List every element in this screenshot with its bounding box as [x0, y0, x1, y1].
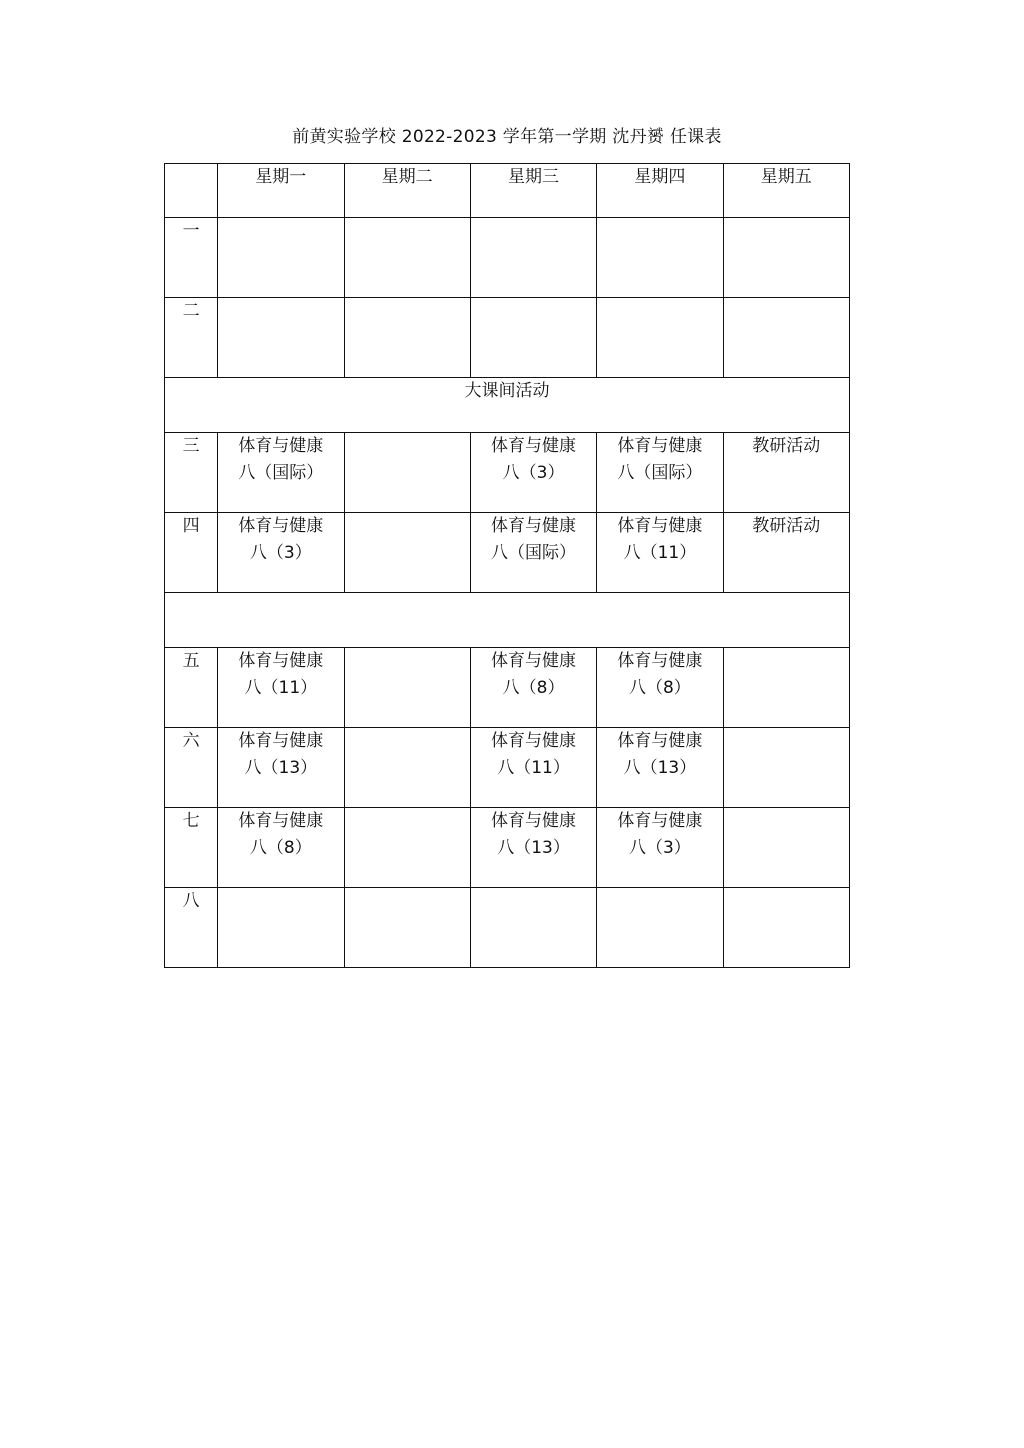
class-cell — [597, 433, 723, 513]
class-cell — [344, 808, 470, 888]
class-cell — [470, 648, 596, 728]
class-cell — [218, 513, 344, 593]
class-group-text: 八（国际） — [491, 543, 577, 563]
period-row — [165, 433, 850, 513]
class-cell — [218, 433, 344, 513]
period-row — [165, 808, 850, 888]
class-cell — [470, 728, 596, 808]
class-cell — [344, 888, 470, 968]
page-title: 前黄实验学校 2022-2023 学年第一学期 沈丹赟 任课表 — [292, 127, 722, 147]
class-cell — [597, 648, 723, 728]
class-cell — [218, 808, 344, 888]
schedule-table — [164, 163, 850, 968]
class-cell — [218, 888, 344, 968]
class-cell — [344, 513, 470, 593]
class-cell — [723, 218, 849, 298]
class-cell — [344, 648, 470, 728]
class-group-text: 八（3） — [502, 463, 565, 483]
class-group-text: 八（8） — [249, 838, 312, 858]
subject-text: 体育与健康 — [491, 436, 577, 456]
subject-text: 体育与健康 — [238, 436, 324, 456]
header-day-cell: 星期四 — [597, 164, 723, 218]
class-cell — [218, 648, 344, 728]
header-day-cell: 星期一 — [218, 164, 344, 218]
subject-text: 体育与健康 — [491, 811, 577, 831]
class-group-text: 八（13） — [623, 758, 697, 778]
class-cell — [597, 808, 723, 888]
class-cell — [597, 298, 723, 378]
class-cell — [597, 513, 723, 593]
class-cell — [723, 808, 849, 888]
class-group-text: 八（8） — [628, 678, 691, 698]
header-day-cell: 星期五 — [723, 164, 849, 218]
subject-text: 体育与健康 — [617, 731, 703, 751]
class-cell — [723, 728, 849, 808]
header-corner-cell — [165, 164, 218, 218]
class-cell — [723, 513, 849, 593]
period-row — [165, 218, 850, 298]
subject-text: 体育与健康 — [238, 651, 324, 671]
period-row — [165, 888, 850, 968]
subject-text: 体育与健康 — [617, 436, 703, 456]
subject-text: 体育与健康 — [491, 731, 577, 751]
class-cell — [344, 433, 470, 513]
period-label-cell: 六 — [165, 728, 218, 808]
class-cell — [470, 218, 596, 298]
subject-text: 体育与健康 — [617, 516, 703, 536]
class-cell — [344, 218, 470, 298]
break-row — [165, 593, 850, 648]
period-row — [165, 298, 850, 378]
class-group-text: 八（11） — [623, 543, 697, 563]
class-cell — [218, 218, 344, 298]
class-cell — [344, 728, 470, 808]
subject-text: 体育与健康 — [238, 811, 324, 831]
class-group-text: 八（3） — [249, 543, 312, 563]
class-cell — [470, 298, 596, 378]
class-group-text: 八（13） — [244, 758, 318, 778]
header-day-cell: 星期二 — [344, 164, 470, 218]
subject-text: 体育与健康 — [617, 651, 703, 671]
class-group-text: 八（13） — [497, 838, 570, 858]
period-row — [165, 648, 850, 728]
period-label-cell: 三 — [165, 433, 218, 513]
period-label-cell: 四 — [165, 513, 218, 593]
class-group-text: 八（国际） — [238, 463, 324, 483]
subject-text: 体育与健康 — [238, 731, 324, 751]
class-cell — [723, 433, 849, 513]
period-label-cell: 七 — [165, 808, 218, 888]
break-cell: 大课间活动 — [165, 378, 850, 433]
class-cell — [723, 298, 849, 378]
class-group-text: 八（11） — [497, 758, 570, 778]
class-cell — [470, 513, 596, 593]
class-cell — [597, 728, 723, 808]
period-row — [165, 513, 850, 593]
period-row — [165, 728, 850, 808]
subject-text: 体育与健康 — [617, 811, 703, 831]
period-label-cell: 一 — [165, 218, 218, 298]
subject-text: 体育与健康 — [491, 516, 577, 536]
class-cell — [470, 808, 596, 888]
break-row — [165, 378, 850, 433]
class-group-text: 八（3） — [628, 838, 691, 858]
class-cell — [218, 298, 344, 378]
class-cell — [218, 728, 344, 808]
class-group-text: 八（11） — [244, 678, 318, 698]
class-group-text: 八（8） — [502, 678, 565, 698]
subject-text: 教研活动 — [752, 436, 821, 456]
header-day-cell: 星期三 — [470, 164, 596, 218]
break-cell — [165, 593, 850, 648]
class-cell — [344, 298, 470, 378]
header-row — [165, 164, 850, 218]
subject-text: 体育与健康 — [238, 516, 324, 536]
schedule-body — [165, 164, 850, 968]
class-cell — [470, 888, 596, 968]
class-group-text: 八（国际） — [617, 463, 703, 483]
class-cell — [597, 218, 723, 298]
class-cell — [723, 648, 849, 728]
subject-text: 教研活动 — [752, 516, 821, 536]
class-cell — [597, 888, 723, 968]
class-cell — [723, 888, 849, 968]
class-cell — [470, 433, 596, 513]
period-label-cell: 五 — [165, 648, 218, 728]
period-label-cell: 八 — [165, 888, 218, 968]
subject-text: 体育与健康 — [491, 651, 577, 671]
period-label-cell: 二 — [165, 298, 218, 378]
